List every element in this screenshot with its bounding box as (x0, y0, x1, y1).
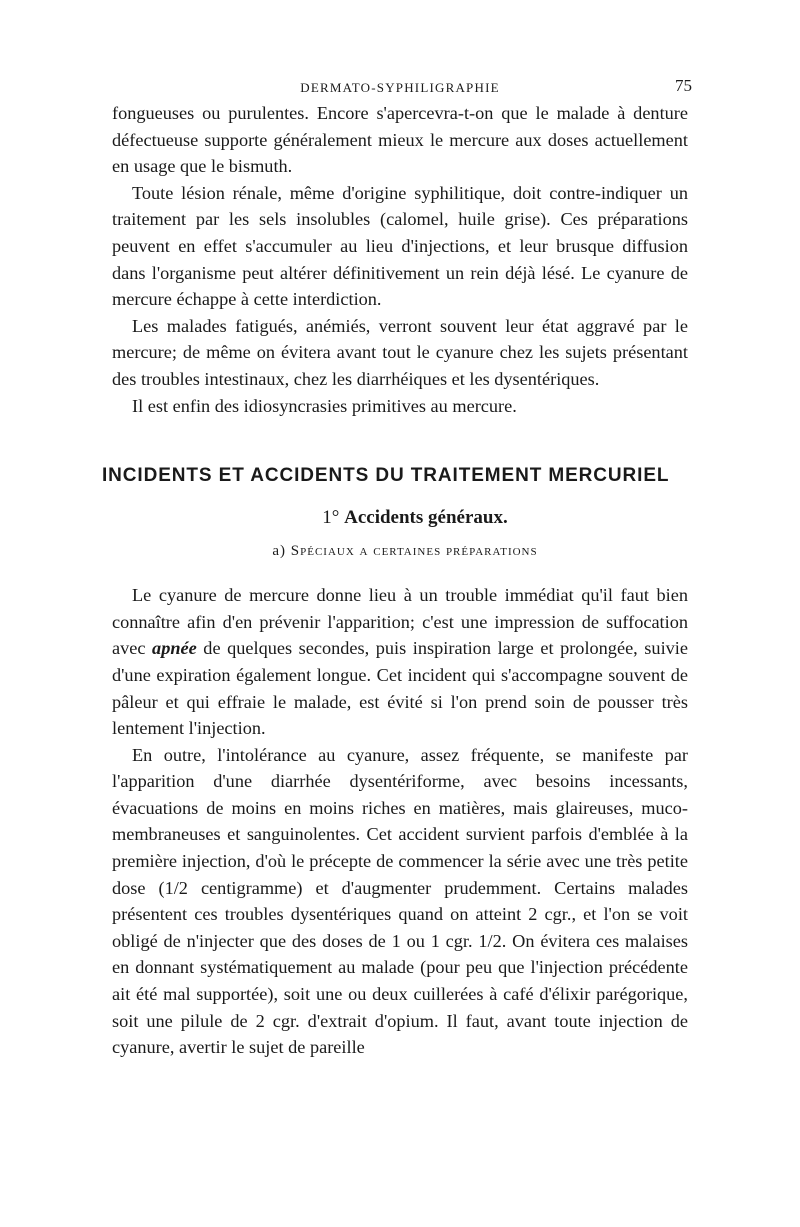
emphasized-term: apnée (152, 638, 197, 659)
sub-sub-heading-marker: a) (272, 543, 287, 560)
sub-sub-heading-title: Spéciaux a certaines préparations (290, 543, 538, 560)
running-head-title: DERMATO-SYPHILIGRAPHIE (300, 80, 500, 95)
book-page (102, 70, 692, 1061)
paragraph: fongueuses ou purulentes. Encore s'apercevra-t-on que le malade à denture défectueuse supporte généralement mieux le mercure aux doses actuellement en usage que le bismuth. (112, 103, 688, 177)
paragraph-text: Le cyanure de mercure donne lieu à un trouble immédiat qu'il faut bien connaître afin d'en prévenir l'apparition; c'est une impression de suffocation avec (112, 585, 688, 659)
sub-heading (142, 507, 688, 529)
sub-sub-heading (122, 543, 688, 560)
paragraph-text: de quelques secondes, puis inspiration large et prolongée, suivie d'une expiration également longue. Cet incident qui s'accompagne souvent de pâleur et qui effraie le malade, est évité si l'on prend soin de pousser très lentement l'injection. (112, 638, 688, 739)
paragraph (112, 582, 688, 742)
sub-heading-number: 1° (322, 507, 340, 529)
paragraph: En outre, l'intolérance au cyanure, assez fréquente, se manifeste par l'apparition d'une diarrhée dysentériforme, avec besoins incessants, évacuations de moins en moins riches en matières, mais glaireuses, muco-membraneuses et sanguinolentes. Cet accident survient parfois d'emblée à la première injection, d'où le précepte de commencer la série avec une très petite dose (1/2 centigramme) et d'augmenter prudemment. Certains malades présentent ces troubles dysentériques quand on atteint 2 cgr., et l'on se voit obligé de n'injecter que des doses de 1 ou 1 cgr. 1/2. On évitera ces malaises en donnant systématiquement au malade (pour peu que l'injection précédente ait été mal supportée), soit une ou deux cuillerées à café d'élixir parégorique, soit une pilule de 2 cgr. d'extrait d'opium. Il faut, avant toute injection de cyanure, avertir le sujet de pareille (112, 744, 688, 1058)
paragraph: Il est enfin des idiosyncrasies primitives au mercure. (132, 395, 517, 416)
paragraph: Les malades fatigués, anémiés, verront souvent leur état aggravé par le mercure; de même on évitera avant tout le cyanure chez les sujets présentant des troubles intestinaux, chez les diarrhéiques et les dysentériques. (112, 315, 688, 389)
paragraph: Toute lésion rénale, même d'origine syphilitique, doit contre-indiquer un traitement par les sels insolubles (calomel, huile grise). Ces préparations peuvent en effet s'accumuler au lieu d'injections, et leur brusque diffusion dans l'organisme peut altérer définitivement un rein déjà lésé. Le cyanure de mercure échappe à cette interdiction. (112, 182, 688, 310)
section-heading: INCIDENTS ET ACCIDENTS DU TRAITEMENT MERCURIEL (102, 465, 670, 487)
running-head (112, 70, 692, 100)
sub-heading-title: Accidents généraux. (344, 507, 508, 529)
page-number: 75 (675, 76, 692, 95)
